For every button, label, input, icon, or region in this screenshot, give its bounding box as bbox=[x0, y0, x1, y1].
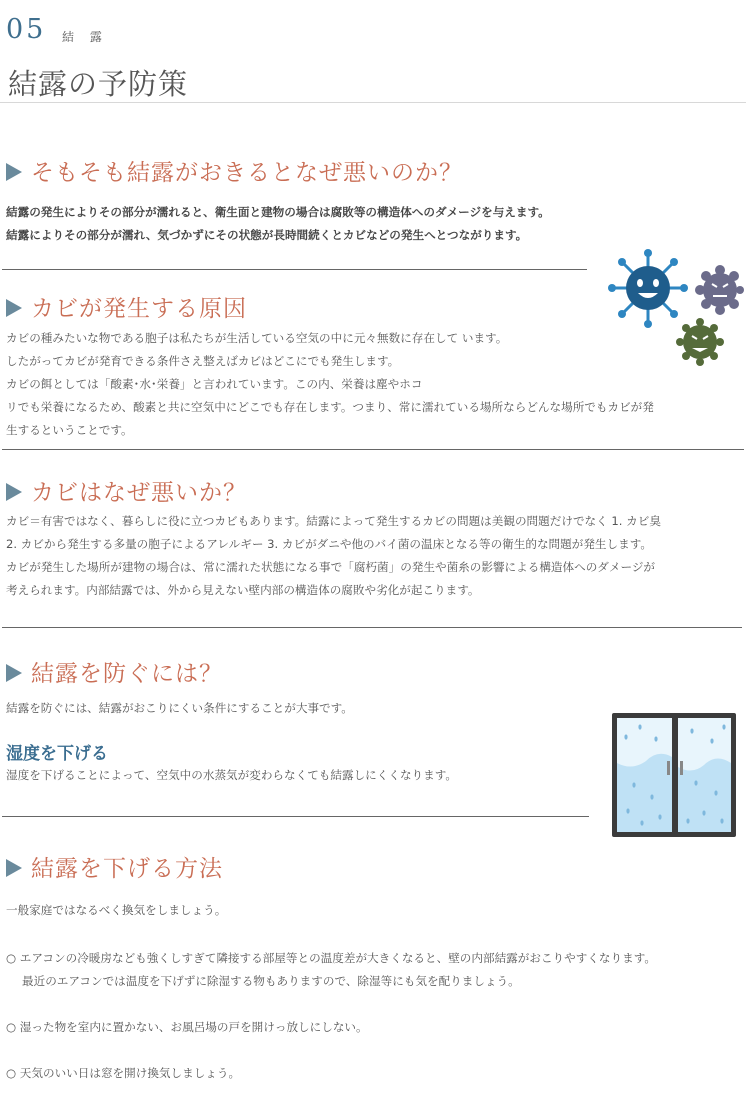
heading-why-mold-bad: カビはなぜ悪いか？ bbox=[6, 474, 247, 507]
paragraph-mold-causes: カビの種みたいな物である胞子は私たちが生活している空気の中に元々無数に存在して います。 したがってカビが発育できる条件さえ整えばカビはどこにでも発生します。 カビの餌としては「酸素･水･栄養」と言われています。この内、栄養は塵やホコ リでも栄養になるため、酸素と共に空気中にどこでも存在します。つまり、常に濡れている場所ならどんな場所でもカビが発 生するということです。 bbox=[6, 331, 654, 437]
divider bbox=[2, 449, 744, 450]
section-number: 05 bbox=[6, 14, 47, 45]
subheading-lower-humidity: 湿度を下げる bbox=[6, 744, 108, 764]
condensation-window-illustration bbox=[612, 713, 736, 837]
title-divider bbox=[0, 102, 746, 103]
paragraph-ventilation: 一般家庭ではなるべく換気をしましょう。 bbox=[6, 903, 227, 917]
triangle-bullet-icon bbox=[6, 163, 22, 181]
divider bbox=[2, 627, 742, 628]
triangle-bullet-icon bbox=[6, 664, 22, 682]
triangle-bullet-icon bbox=[6, 483, 22, 501]
section-label: 結 露 bbox=[62, 30, 108, 44]
list-item: ○ エアコンの冷暖房なども強くしすぎて隣接する部屋等との温度差が大きくなると、壁の内部結露がおこりやすくなります。 最近のエアコンでは温度を下げずに除湿する物もありますので、除湿等にも気を配りましょう。 bbox=[6, 951, 656, 988]
heading-mold-causes: カビが発生する原因 bbox=[6, 290, 247, 323]
paragraph-condensation-damage: 結露の発生によりその部分が濡れると、衛生面と建物の場合は腐敗等の構造体へのダメージを与えます。 結露によりその部分が濡れ、気づかずにその状態が長時間続くとカビなどの発生へとつながります。 bbox=[6, 205, 550, 242]
triangle-bullet-icon bbox=[6, 859, 22, 877]
heading-why-condensation-bad: そもそも結露がおきるとなぜ悪いのか？ bbox=[6, 154, 463, 187]
list-item: ○ 湿った物を室内に置かない、お風呂場の戸を開けっ放しにしない。 bbox=[6, 1020, 368, 1034]
paragraph-mold-problems: カビ＝有害ではなく、暮らしに役に立つカビもあります。結露によって発生するカビの問題は美観の問題だけでなく 1. カビ臭 2. カビから発生する多量の胞子によるアレルギー 3. カビがダニや他のバイ菌の温床となる等の衛生的な問題が発生します。 カビが発生した場所が建物の場合は、常に濡れた状態になる事で「腐朽菌」の発生や菌糸の影響による構造体へのダメージが 考えられます。内部結露では、外から見えない壁内部の構造体の腐敗や劣化が起こります。 bbox=[6, 514, 661, 597]
divider bbox=[2, 269, 587, 270]
paragraph-lower-humidity: 湿度を下げることによって、空気中の水蒸気が変わらなくても結露しにくくなります。 bbox=[6, 768, 457, 782]
heading-prevent-condensation: 結露を防ぐには？ bbox=[6, 655, 223, 688]
divider bbox=[2, 816, 589, 817]
triangle-bullet-icon bbox=[6, 299, 22, 317]
list-item: ○ 天気のいい日は窓を開け換気しましょう。 bbox=[6, 1066, 241, 1080]
page-title: 結露の予防策 bbox=[8, 67, 189, 101]
paragraph-prevent-intro: 結露を防ぐには、結露がおこりにくい条件にすることが大事です。 bbox=[6, 701, 353, 715]
heading-methods: 結露を下げる方法 bbox=[6, 850, 223, 883]
